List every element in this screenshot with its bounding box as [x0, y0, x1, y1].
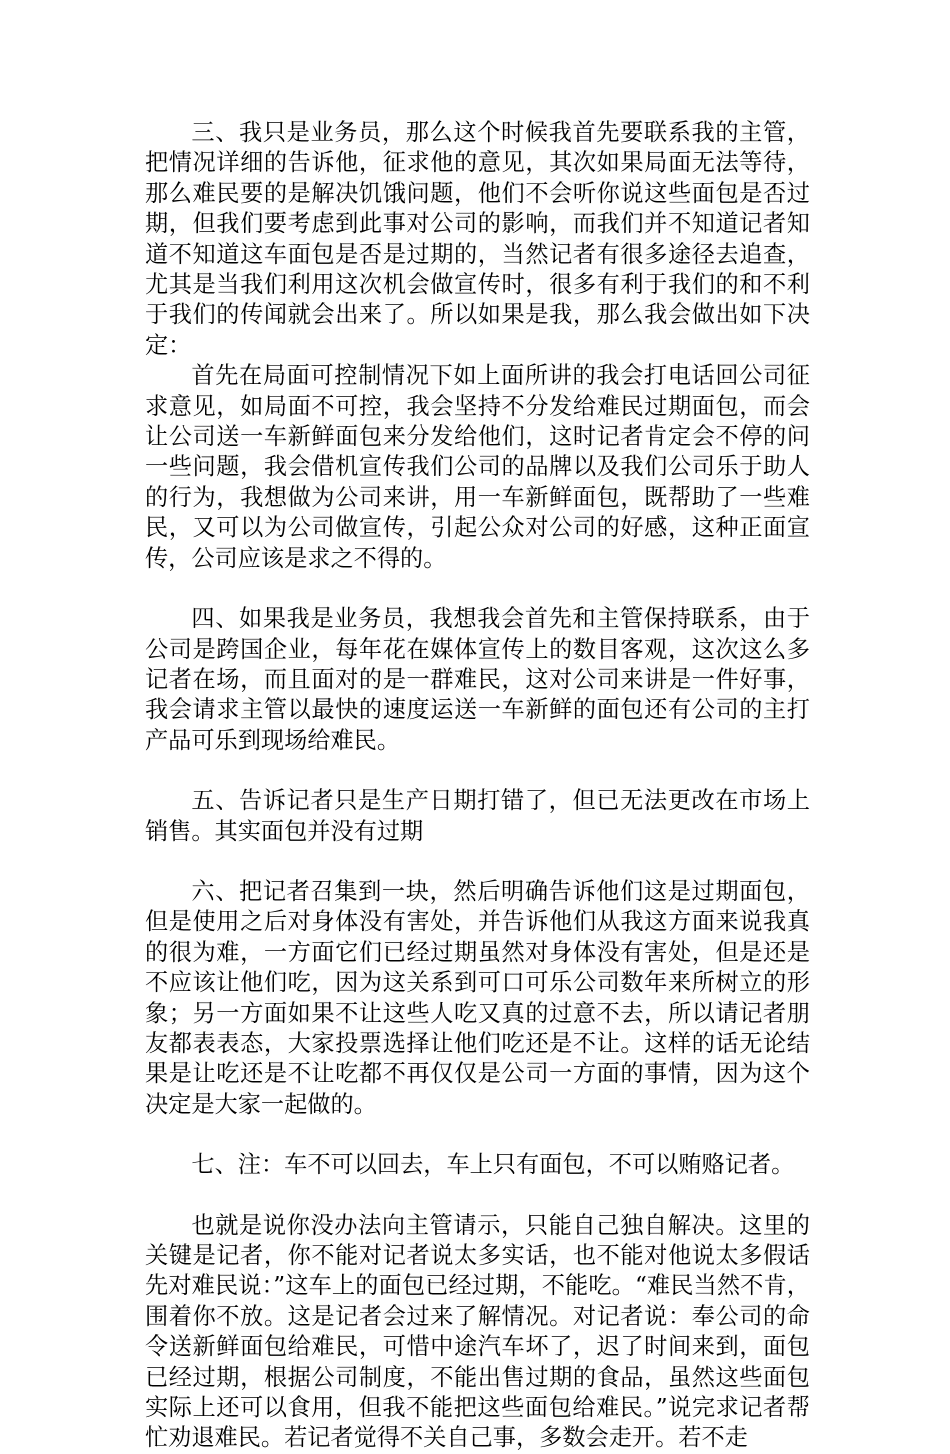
- paragraph-6: 六、把记者召集到一块，然后明确告诉他们这是过期面包，但是使用之后对身体没有害处，并告诉他们从我这方面来说我真的很为难，一方面它们已经过期虽然对身体没有害处，但是还是不应该让他们吃，因为这关系到可口可乐公司数年来所树立的形象；另一方面如果不让这些人吃又真的过意不去，所以请记者朋友都表表态，大家投票选择让他们吃还是不让。这样的话无论结果是让吃还是不让吃都不再仅仅是公司一方面的事情，因为这个决定是大家一起做的。: [145, 877, 810, 1118]
- paragraph-4: 四、如果我是业务员，我想我会首先和主管保持联系，由于公司是跨国企业，每年花在媒体宣传上的数目客观，这次这么多记者在场，而且面对的是一群难民，这对公司来讲是一件好事，我会请求主管以最快的速度运送一车新鲜的面包还有公司的主打产品可乐到现场给难民。: [145, 605, 810, 754]
- document-body: [145, 118, 810, 1454]
- paragraph-5: 五、告诉记者只是生产日期打错了，但已无法更改在市场上销售。其实面包并没有过期: [145, 787, 810, 845]
- paragraph-7-explanation: 也就是说你没办法向主管请示，只能自己独自解决。这里的关键是记者，你不能对记者说太多实话，也不能对他说太多假话先对难民说：”这车上的面包已经过期，不能吃。“难民当然不肯，围着你不放。这是记者会过来了解情况。对记者说：奉公司的命令送新鲜面包给难民，可惜中途汽车坏了，迟了时间来到，面包已经过期，根据公司制度，不能出售过期的食品，虽然这些面包实际上还可以食用，但我不能把这些面包给难民。”说完求记者帮忙劝退难民。若记者觉得不关自己事，多数会走开。若不走: [145, 1211, 810, 1452]
- paragraph-3: 三、我只是业务员，那么这个时候我首先要联系我的主管，把情况详细的告诉他，征求他的意见，其次如果局面无法等待，那么难民要的是解决饥饿问题，他们不会听你说这些面包是否过期，但我们要考虑到此事对公司的影响，而我们并不知道记者知道不知道这车面包是否是过期的，当然记者有很多途径去追查，尤其是当我们利用这次机会做宣传时，很多有利于我们的和不利于我们的传闻就会出来了。所以如果是我，那么我会做出如下决定：: [145, 119, 810, 359]
- paragraph-7: 七、注：车不可以回去，车上只有面包，不可以贿赂记者。: [191, 1151, 795, 1179]
- paragraph-3-decision: 首先在局面可控制情况下如上面所讲的我会打电话回公司征求意见，如局面不可控，我会坚持不分发给难民过期面包，而会让公司送一车新鲜面包来分发给他们，这时记者肯定会不停的问一些问题，我会借机宣传我们公司的品牌以及我们公司乐于助人的行为，我想做为公司来讲，用一车新鲜面包，既帮助了一些难民，又可以为公司做宣传，引起公众对公司的好感，这种正面宣传，公司应该是求之不得的。: [145, 362, 810, 572]
